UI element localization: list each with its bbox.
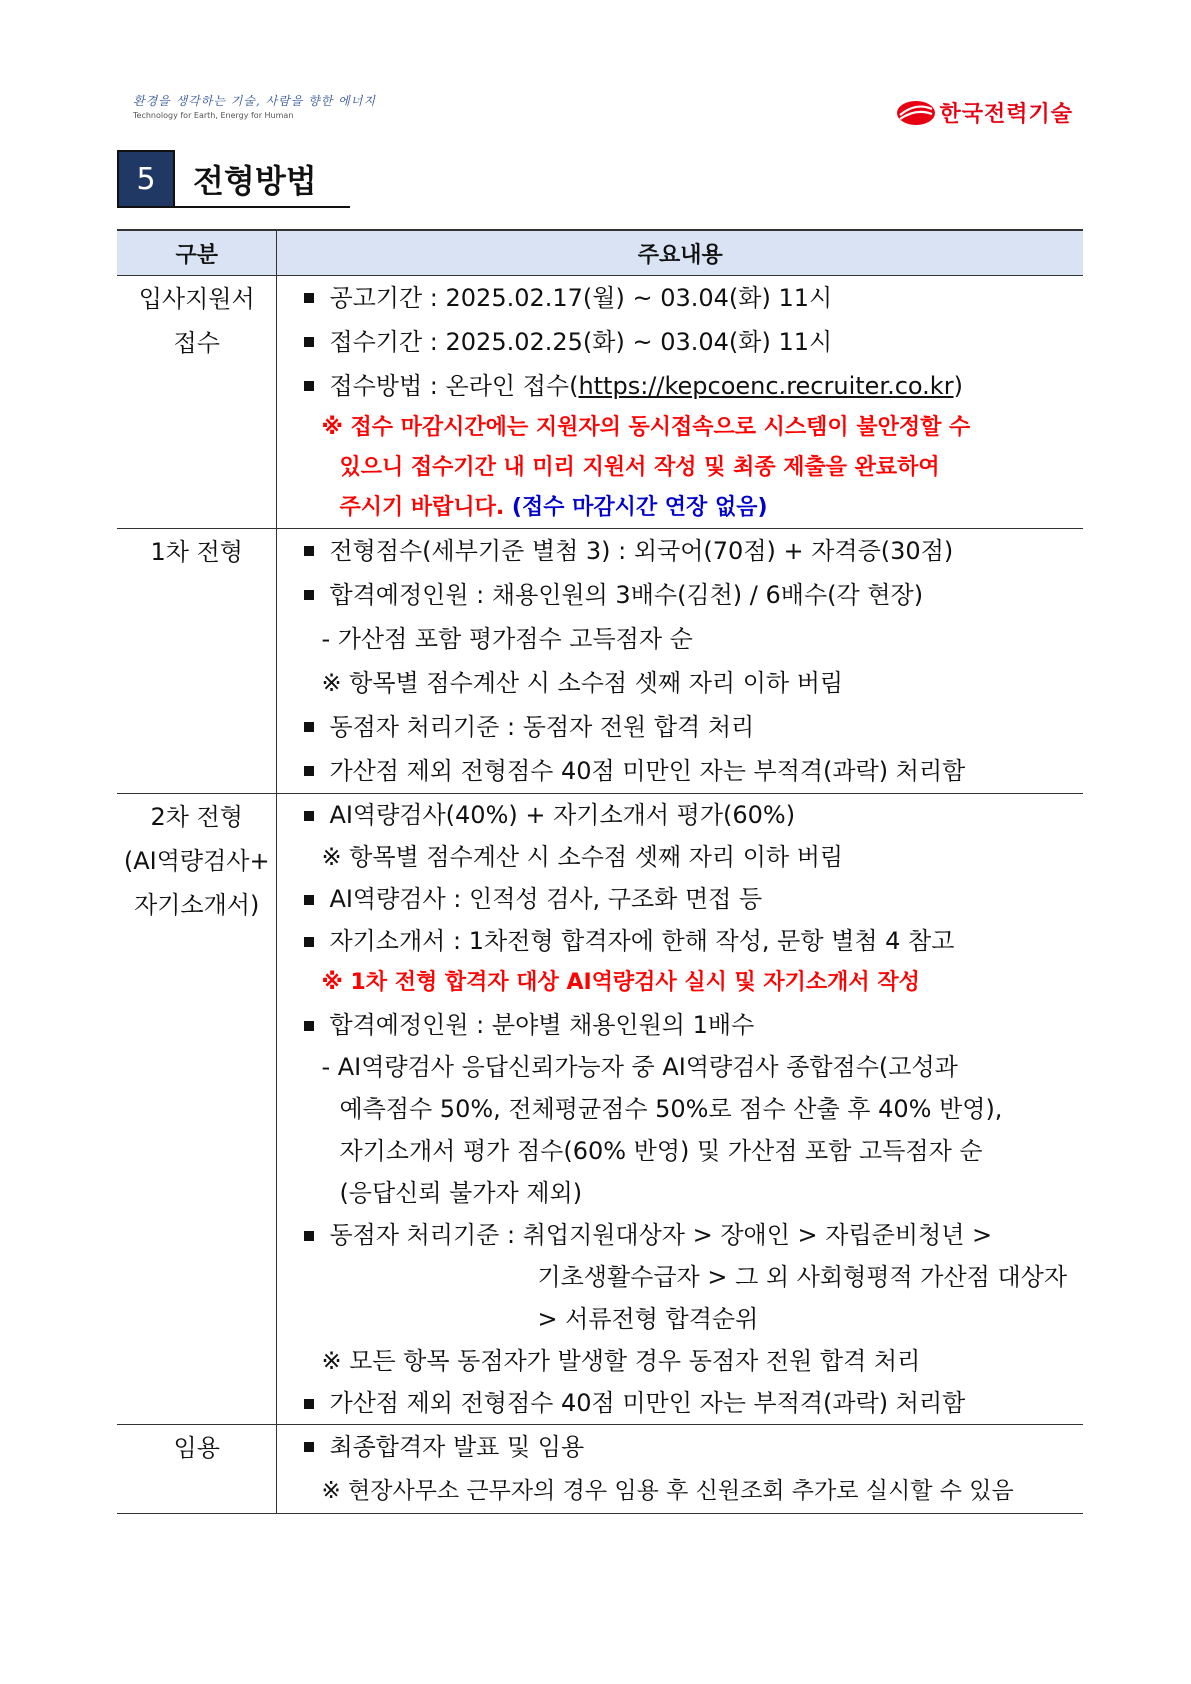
list-item: AI역량검사 : 인적성 검사, 구조화 면접 등: [293, 878, 1067, 920]
list-item: 기초생활수급자 > 그 외 사회형평적 가산점 대상자: [537, 1263, 1067, 1291]
list-item: 공고기간 : 2025.02.17(월) ~ 03.04(화) 11시: [293, 276, 1067, 320]
content-second-stage: [277, 794, 1083, 1425]
warning-note: ※ 접수 마감시간에는 지원자의 동시접속으로 시스템이 불안정할 수: [321, 415, 971, 440]
section-number: 5: [117, 150, 175, 208]
table-header-row: [117, 230, 1083, 276]
list-item: 합격예정인원 : 채용인원의 3배수(김천) / 6배수(각 현장): [293, 573, 1067, 617]
content-first-stage: [277, 529, 1083, 794]
table-row-appointment: [117, 1425, 1083, 1514]
list-item: 전형점수(세부기준 별첨 3) : 외국어(70점) + 자격증(30점): [293, 529, 1067, 573]
category-second-stage: 2차 전형 (AI역량검사+ 자기소개서): [117, 794, 277, 1425]
list-item: 접수방법 : 온라인 접수(https://kepcoenc.recruiter.co.kr): [293, 364, 1067, 408]
list-item: > 서류전형 합격순위: [537, 1305, 759, 1333]
table-row-application: [117, 276, 1083, 529]
list-item: (응답신뢰 불가자 제외): [339, 1179, 583, 1207]
list-item: 합격예정인원 : 분야별 채용인원의 1배수: [293, 1004, 1067, 1046]
list-item: 동점자 처리기준 : 동점자 전원 합격 처리: [293, 705, 1067, 749]
list-item: 예측점수 50%, 전체평균점수 50%로 점수 산출 후 40% 반영),: [339, 1095, 1003, 1123]
warning-note: 주시기 바랍니다. (접수 마감시간 연장 없음): [339, 495, 768, 520]
recruit-site-link[interactable]: https://kepcoenc.recruiter.co.kr: [578, 372, 954, 400]
table-row-second-stage: [117, 794, 1083, 1425]
list-item: 접수기간 : 2025.02.25(화) ~ 03.04(화) 11시: [293, 320, 1067, 364]
kepco-logo-icon: [896, 100, 936, 126]
list-item: ※ 항목별 점수계산 시 소수점 셋째 자리 이하 버림: [321, 843, 844, 871]
content-application: [277, 276, 1083, 529]
category-first-stage: 1차 전형: [117, 529, 277, 794]
list-item: AI역량검사(40%) + 자기소개서 평가(60%): [293, 794, 1067, 836]
list-item: ※ 항목별 점수계산 시 소수점 셋째 자리 이하 버림: [321, 669, 844, 697]
slogan-korean: 환경을 생각하는 기술, 사람을 향한 에너지: [133, 94, 376, 108]
content-appointment: [277, 1425, 1083, 1514]
company-name: 한국전력기술: [939, 102, 1073, 127]
list-item: 가산점 제외 전형점수 40점 미만인 자는 부적격(과락) 처리함: [293, 749, 1067, 793]
selection-method-table: [117, 229, 1083, 1514]
slogan-english: Technology for Earth, Energy for Human: [133, 111, 294, 120]
list-item: - 가산점 포함 평가점수 고득점자 순: [321, 625, 693, 653]
list-item: 자기소개서 평가 점수(60% 반영) 및 가산점 포함 고득점자 순: [339, 1137, 983, 1165]
header-category: 구분: [117, 230, 277, 276]
section-title: 전형방법: [175, 150, 350, 208]
slogan: [133, 92, 376, 120]
warning-note: ※ 1차 전형 합격자 대상 AI역량검사 실시 및 자기소개서 작성: [321, 970, 920, 995]
warning-note: 있으니 접수기간 내 미리 지원서 작성 및 최종 제출을 완료하여: [339, 455, 940, 480]
list-item: - AI역량검사 응답신뢰가능자 중 AI역량검사 종합점수(고성과: [321, 1053, 958, 1081]
table-row-first-stage: [117, 529, 1083, 794]
list-item: 가산점 제외 전형점수 40점 미만인 자는 부적격(과락) 처리함: [293, 1382, 1067, 1424]
category-appointment: 임용: [117, 1425, 277, 1514]
category-application: 입사지원서 접수: [117, 276, 277, 529]
list-item: 최종합격자 발표 및 임용: [293, 1425, 1067, 1469]
list-item: 자기소개서 : 1차전형 합격자에 한해 작성, 문항 별첨 4 참고: [293, 920, 1067, 962]
section-heading: [117, 150, 350, 208]
company-logo: [896, 97, 1073, 128]
list-item: 동점자 처리기준 : 취업지원대상자 > 장애인 > 자립준비청년 >: [293, 1214, 1067, 1256]
list-item: ※ 모든 항목 동점자가 발생할 경우 동점자 전원 합격 처리: [321, 1347, 921, 1375]
header-content: 주요내용: [277, 230, 1083, 276]
list-item: ※ 현장사무소 근무자의 경우 임용 후 신원조회 추가로 실시할 수 있음: [321, 1478, 1014, 1504]
